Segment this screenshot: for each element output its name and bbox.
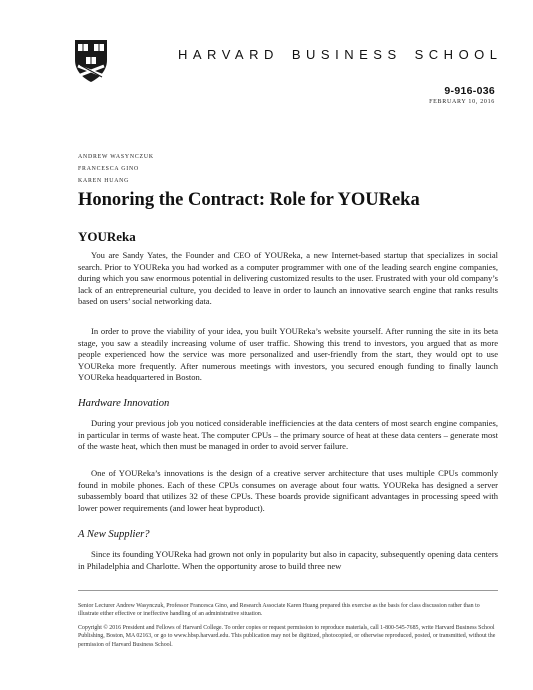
subheading-new-supplier: A New Supplier? — [78, 529, 150, 540]
footnote-copyright: Copyright © 2016 President and Fellows of Harvard College. To order copies or request permission to reproduce materials, call 1-800-545-7685, write Harvard Business School Publishing, Boston, MA 02163, or go to www.hbsp.harvard.edu. This publication may not be digitized, photocopied, or otherwise reproduced, posted, or transmitted, without the permission of Harvard Business School. — [78, 625, 496, 648]
wordmark-harvard: HARVARD — [178, 46, 279, 62]
footnote-authors: Senior Lecturer Andrew Wasynczuk, Professor Francesca Gino, and Research Associate Karen Huang prepared this exercise as the basis for class discussion rather than to illustrate either effective or ineffective handling of an administrative situation. — [78, 603, 480, 618]
footnote-divider — [78, 590, 498, 591]
body-paragraph: During your previous job you noticed considerable inefficiencies at the data centers of most search engine companies, in particular in terms of waste heat. The computer CPUs – the primary source of heat at these data centers – generate most of the waste heat, which then must be managed in order to avoid server failure. — [78, 418, 498, 452]
body-paragraph: You are Sandy Yates, the Founder and CEO of YOUReka, a new Internet-based startup that specializes in social search. Prior to YOUReka you had worked as a computer programmer with one of the leading search engine companies, during which you saw enormous potential in delivering customized results to the user. Frustrated with your old company’s lack of an entrepreneurial culture, you decided to leave in order to launch an innovative search engine that ranks results based on users’ social networking data. — [78, 250, 498, 307]
author-name: FRANCESCA GINO — [78, 166, 139, 172]
section-heading: YOUReka — [78, 229, 136, 244]
harvard-veritas-shield-icon — [73, 38, 109, 84]
author-name: KAREN HUANG — [78, 178, 130, 184]
body-paragraph: In order to prove the viability of your idea, you built YOUReka’s website yourself. After running the site in its beta stage, you saw a steadily increasing volume of user traffic. Showing this trend to investors, you argued that as more people experienced how the service was more personalized and user-friendly from the start, they would opt to use YOUReka more frequently. After numerous meetings with investors, you secured enough funding to finally launch YOUReka headquartered in Boston. — [78, 326, 498, 383]
school-wordmark — [178, 44, 503, 64]
case-number: 9-916-036 — [444, 85, 495, 97]
subheading-hardware-innovation: Hardware Innovation — [78, 398, 170, 409]
wordmark-business: BUSINESS — [291, 46, 402, 62]
document-title: Honoring the Contract: Role for YOUReka — [78, 190, 420, 210]
author-name: ANDREW WASYNCZUK — [78, 154, 154, 160]
case-date: FEBRUARY 10, 2016 — [429, 99, 495, 105]
body-paragraph: One of YOUReka’s innovations is the design of a creative server architecture that uses multiple CPUs commonly found in mobile phones. Each of these CPUs consumes on average about four watts. YOUReka has designed a server subassembly board that utilizes 32 of these CPUs. These boards provide significant advantages in processing speed with lower power requirements (and lower heat byproduct). — [78, 468, 498, 513]
body-paragraph: Since its founding YOUReka had grown not only in popularity but also in capacity, subsequently opening data centers in Philadelphia and Charlotte. When the opportunity arose to build three new — [78, 549, 498, 571]
wordmark-school: SCHOOL — [414, 46, 503, 62]
author-list — [78, 151, 154, 187]
